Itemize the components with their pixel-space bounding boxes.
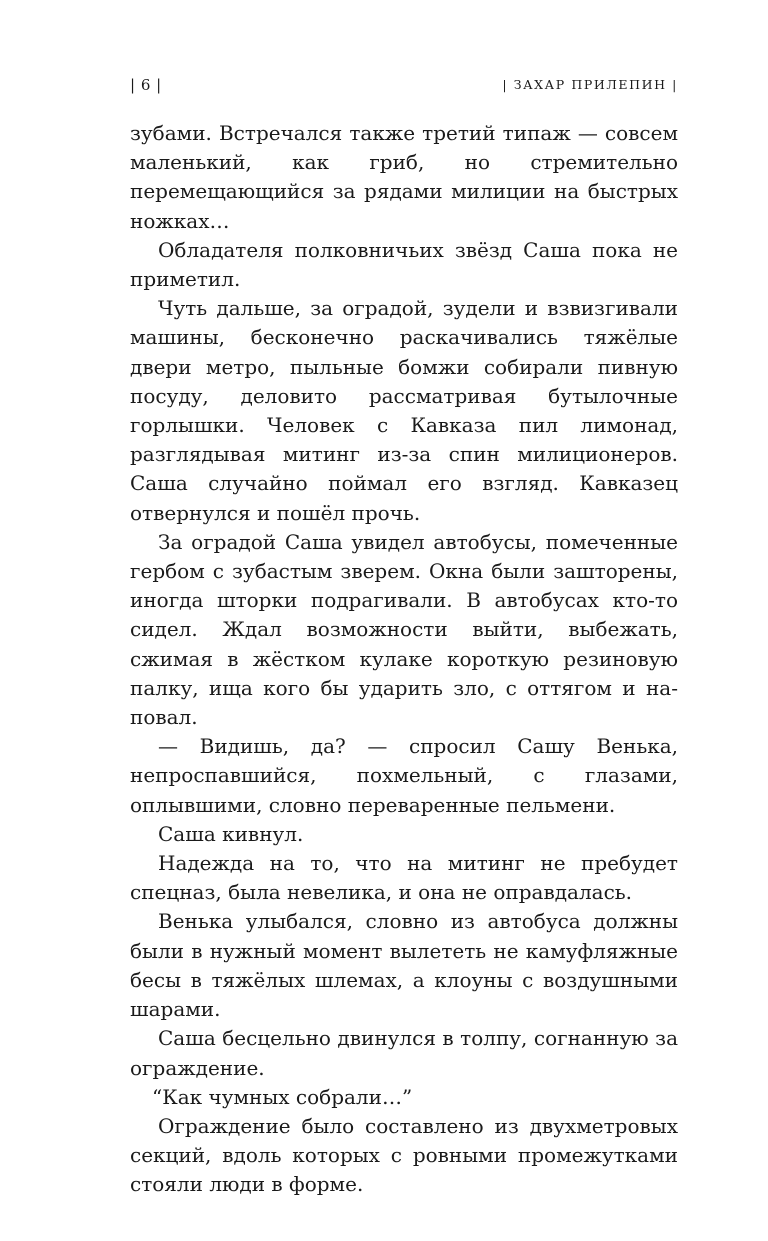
paragraph: Саша бесцельно двинулся в толпу, согнанную за ограждение. xyxy=(130,1026,678,1080)
paragraph: За оградой Саша увидел автобусы, помеченные гербом с зубастым зверем. Окна были зашторены, иногда шторки подрагивали. В автобусах кто-то сидел. Ждал возможности выйти, выбежать, сжимая в жёстком кулаке короткую резиновую палку, ища кого бы ударить зло, с оттягом и наповал. xyxy=(130,529,678,730)
paragraph: Надежда на то, что на митинг не пребудет спецназ, была невелика, и она не оправдалась. xyxy=(130,851,678,905)
running-head xyxy=(130,74,678,96)
author-name: | ЗАХАР ПРИЛЕПИН | xyxy=(502,77,678,92)
paragraph: Саша кивнул. xyxy=(158,821,304,846)
body-text xyxy=(130,119,678,1200)
paragraph: “Как чумных собрали…” xyxy=(152,1084,413,1109)
paragraph: Чуть дальше, за оградой, зудели и взвизгивали машины, бесконечно раскачивались тяжёлые двери метро, пыльные бомжи собирали пивную посуду, деловито рассматривая бутылочные горлышки. Человек с Кавказа пил лимонад, разглядывая митинг из-за спин милиционеров. Саша случайно поймал его взгляд. Кавказец отвернулся и пошёл прочь. xyxy=(130,296,678,525)
paragraph: Венька улыбался, словно из автобуса должны были в нужный момент вылететь не камуфляжные бесы в тяжёлых шлемах, а клоуны с воздушными шарами. xyxy=(130,909,678,1022)
paragraph: Ограждение было составлено из двухметровых секций, вдоль которых с ровными промежутками стояли люди в форме. xyxy=(130,1113,678,1197)
paragraph: зубами. Встречался также третий типаж — совсем маленький, как гриб, но стремительно перемещающийся за рядами милиции на быстрых ножках… xyxy=(130,121,678,233)
paragraph: Обладателя полковничьих звёзд Саша пока не приметил. xyxy=(130,237,678,292)
paragraph: — Видишь, да? — спросил Сашу Венька, непроспавшийся, похмельный, с глазами, оплывшими, словно переваренные пельмени. xyxy=(130,734,678,817)
page-number: | 6 | xyxy=(130,76,162,94)
